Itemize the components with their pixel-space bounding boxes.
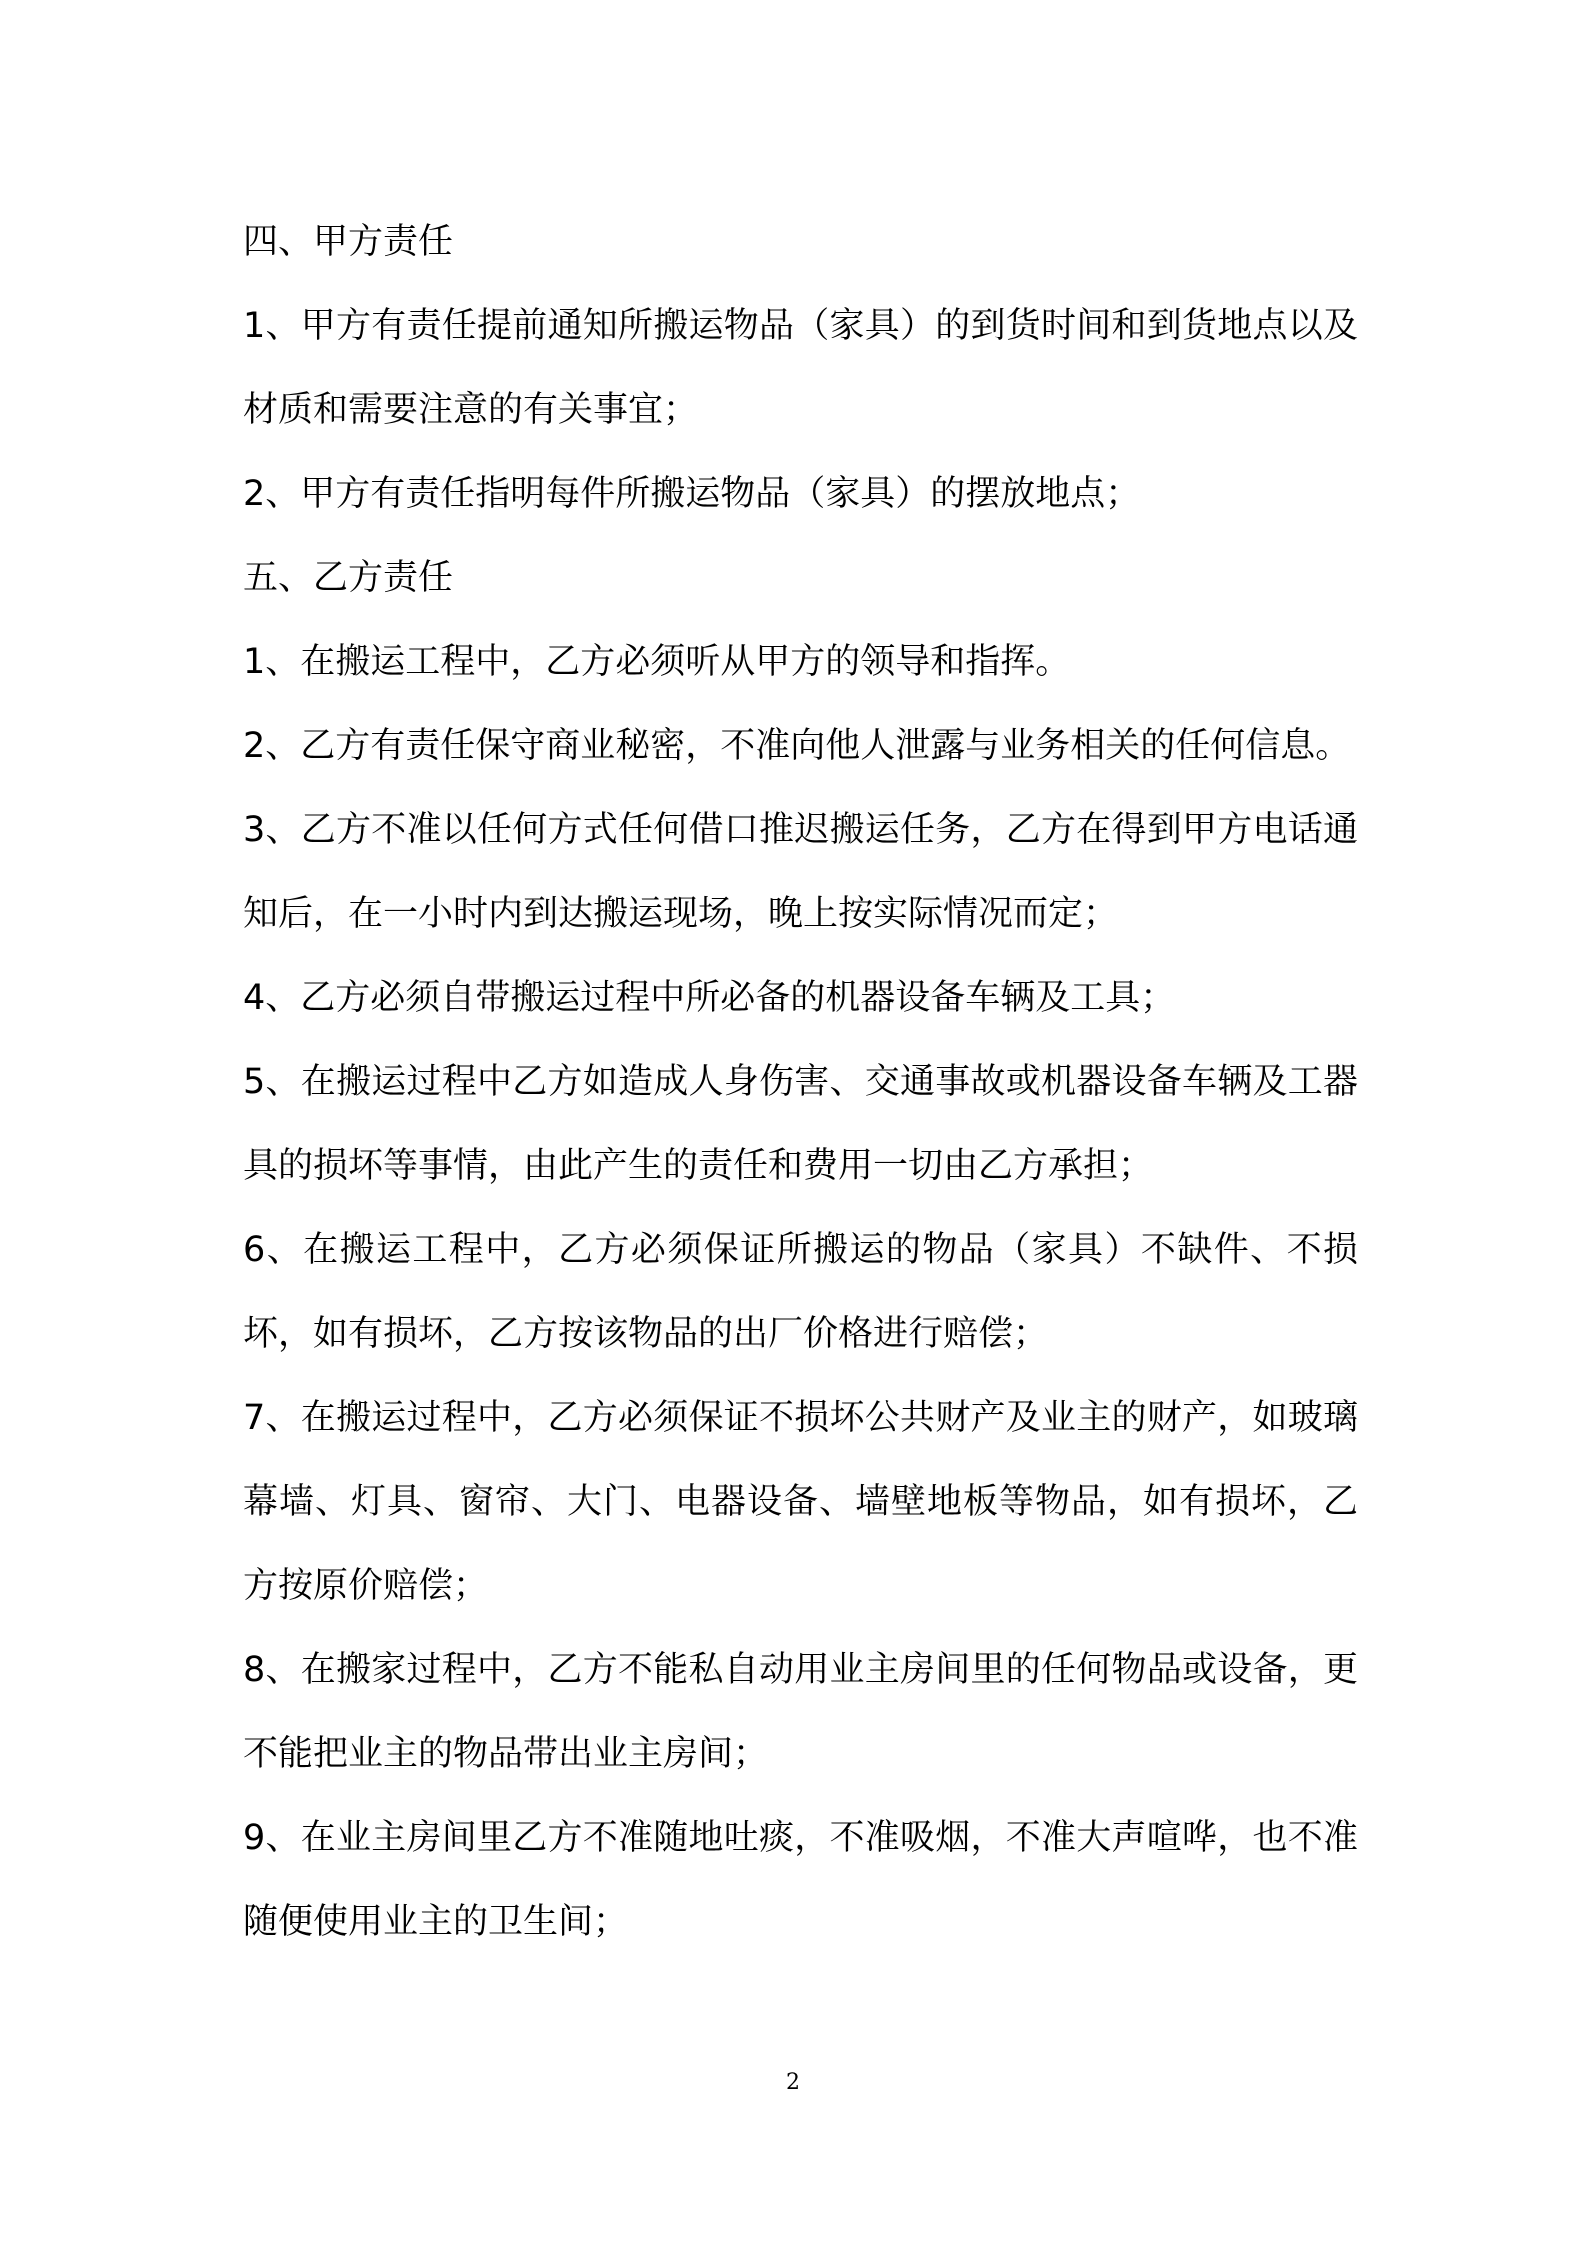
clause-a-1: 1、甲方有责任提前通知所搬运物品（家具）的到货时间和到货地点以及材质和需要注意的有关事宜； bbox=[243, 306, 1358, 430]
document-body bbox=[243, 200, 1358, 1964]
section-heading-party-a: 四、甲方责任 bbox=[243, 222, 454, 262]
clause-b-7: 7、在搬运过程中，乙方必须保证不损坏公共财产及业主的财产，如玻璃幕墙、灯具、窗帘、大门、电器设备、墙壁地板等物品，如有损坏，乙方按原价赔偿； bbox=[243, 1398, 1358, 1606]
section-heading-party-b: 五、乙方责任 bbox=[243, 558, 454, 598]
clause-b-8: 8、在搬家过程中，乙方不能私自动用业主房间里的任何物品或设备，更不能把业主的物品带出业主房间； bbox=[243, 1650, 1358, 1774]
clause-a-2: 2、甲方有责任指明每件所搬运物品（家具）的摆放地点； bbox=[243, 474, 1141, 514]
page-number: 2 bbox=[786, 2070, 800, 2095]
clause-b-3: 3、乙方不准以任何方式任何借口推迟搬运任务，乙方在得到甲方电话通知后，在一小时内到达搬运现场，晚上按实际情况而定； bbox=[243, 810, 1358, 934]
clause-b-5: 5、在搬运过程中乙方如造成人身伤害、交通事故或机器设备车辆及工器具的损坏等事情，由此产生的责任和费用一切由乙方承担； bbox=[243, 1062, 1358, 1186]
clause-b-6: 6、在搬运工程中，乙方必须保证所搬运的物品（家具）不缺件、不损坏，如有损坏，乙方按该物品的出厂价格进行赔偿； bbox=[243, 1230, 1358, 1354]
clause-b-4: 4、乙方必须自带搬运过程中所必备的机器设备车辆及工具； bbox=[243, 978, 1176, 1018]
clause-b-9: 9、在业主房间里乙方不准随地吐痰，不准吸烟，不准大声喧哗，也不准随便使用业主的卫生间； bbox=[243, 1818, 1358, 1942]
clause-b-1: 1、在搬运工程中，乙方必须听从甲方的领导和指挥。 bbox=[243, 642, 1071, 682]
clause-b-2: 2、乙方有责任保守商业秘密，不准向他人泄露与业务相关的任何信息。 bbox=[243, 726, 1351, 766]
